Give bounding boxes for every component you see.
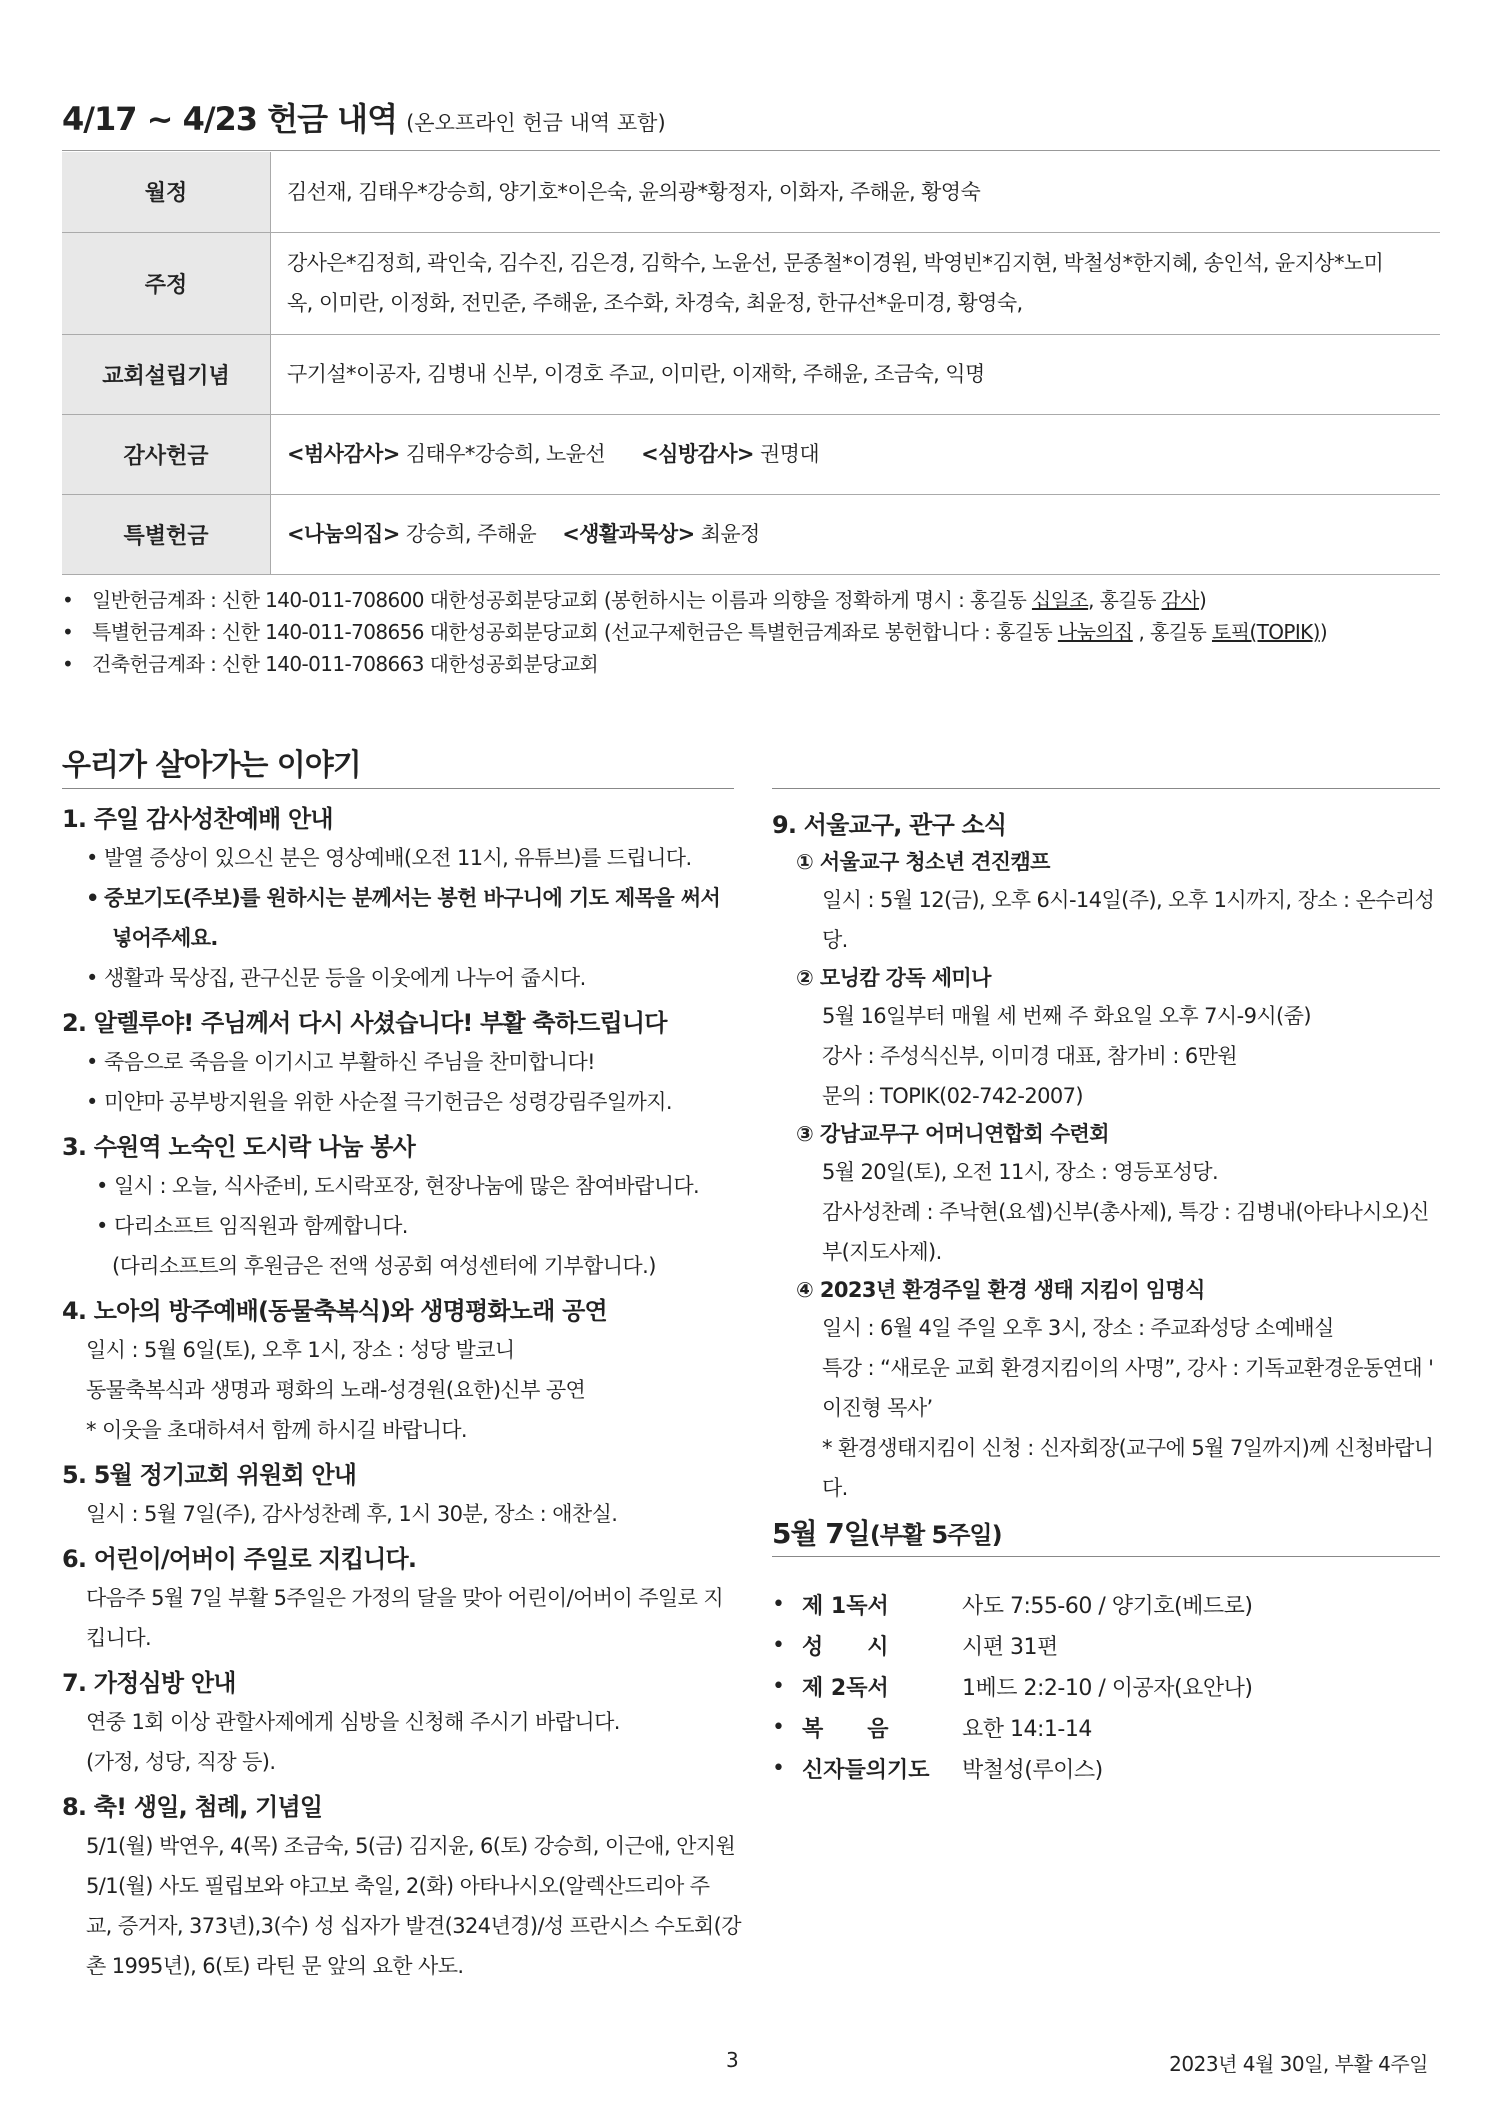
offering-label: 월정 [62, 152, 271, 232]
news-line: 교, 증거자, 373년),3(수) 성 십자가 발견(324년경)/성 프란시스 수도회(강 [86, 1914, 741, 1938]
news-bullet: • 발열 증상이 있으신 분은 영상예배(오전 11시, 유튜브)를 드립니다. [62, 838, 742, 878]
offering-row-weekly [62, 232, 1440, 334]
right-column [772, 806, 1452, 1508]
offering-label: 감사헌금 [62, 414, 271, 494]
news-line: (가정, 성당, 직장 등). [86, 1750, 276, 1774]
offering-line: 최윤정 [700, 522, 760, 546]
news-line: 일시 : 6월 4일 주일 오후 3시, 장소 : 주교좌성당 소예배실 [822, 1316, 1334, 1340]
offering-subtitle: (온오프라인 헌금 내역 포함) [406, 111, 666, 135]
account-text: 특별헌금계좌 : 신한 140-011-708656 대한성공회분당교회 (선교구제헌금은 특별헌금계좌로 봉헌합니다 : 홍길동 [92, 620, 1058, 644]
account-list [62, 584, 1462, 680]
account-text: 건축헌금계좌 : 신한 140-011-708663 대한성공회분당교회 [92, 652, 599, 676]
account-item: • 일반헌금계좌 : 신한 140-011-708600 대한성공회분당교회 (봉헌하시는 이름과 의향을 정확하게 명시 : 홍길동 십일조, 홍길동 감사) [62, 588, 1207, 612]
offering-row-founding [62, 334, 1440, 414]
reading-value: 1베드 2:2-10 / 이공자(요안나) [962, 1676, 1253, 1701]
news-line: 강사 : 주성식신부, 이미경 대표, 참가비 : 6만원 [822, 1044, 1238, 1068]
news-line: 특강 : “새로운 교회 환경지킴이의 사명”, 강사 : 기독교환경운동연대 ' [822, 1356, 1434, 1380]
offering-row-special [62, 494, 1440, 574]
offering-line: 옥, 이미란, 이정화, 전민준, 주해윤, 조수화, 차경숙, 최윤정, 한규선*윤미경, 황영숙, [287, 291, 1023, 315]
account-item: • 특별헌금계좌 : 신한 140-011-708656 대한성공회분당교회 (선교구제헌금은 특별헌금계좌로 봉헌합니다 : 홍길동 나눔의집 , 홍길동 토픽(TOPIK)) [62, 620, 1328, 644]
news-title: 2. 알렐루야! 주님께서 다시 사셨습니다! 부활 축하드립니다 [62, 1009, 667, 1037]
offering-line: 강승희, 주해윤 [405, 522, 537, 546]
offering-tag: <범사감사> [287, 442, 400, 466]
news-title: 9. 서울교구, 관구 소식 [772, 811, 1007, 839]
news-item-8 [62, 1788, 742, 1986]
reading-value: 사도 7:55-60 / 양기호(베드로) [962, 1594, 1253, 1619]
account-item: • 건축헌금계좌 : 신한 140-011-708663 대한성공회분당교회 [62, 652, 599, 676]
news-title: 1. 주일 감사성찬예배 안내 [62, 805, 333, 833]
reading-row: • 성 시 시편 31편 [772, 1625, 1252, 1666]
news-bullet: • 중보기도(주보)를 원하시는 분께서는 봉헌 바구니에 기도 제목을 써서 [62, 878, 742, 918]
offering-line: 강사은*김정희, 곽인숙, 김수진, 김은경, 김학수, 노윤선, 문종철*이경원, 박영빈*김지현, 박철성*한지혜, 송인석, 윤지상*노미 [287, 251, 1384, 275]
news-line: 넣어주세요. [112, 926, 218, 950]
offering-names [271, 334, 1441, 414]
news-line: 5/1(월) 사도 필립보와 야고보 축일, 2(화) 아타나시오(알렉산드리아 주 [86, 1874, 710, 1898]
news-item-6 [62, 1540, 742, 1658]
news-line: 동물축복식과 생명과 평화의 노래-성경원(요한)신부 공연 [86, 1378, 586, 1402]
offering-label: 특별헌금 [62, 494, 271, 574]
account-text: ) [1319, 620, 1328, 644]
story-section-title [62, 740, 734, 789]
story-section-rule-right [772, 740, 1440, 789]
account-underline: 감사 [1161, 588, 1199, 612]
news-line: 킵니다. [86, 1626, 152, 1650]
news-bullet: • 일시 : 오늘, 식사준비, 도시락포장, 현장나눔에 많은 참여바랍니다. [62, 1166, 742, 1206]
news-line: 일시 : 5월 7일(주), 감사성찬례 후, 1시 30분, 장소 : 애찬실. [86, 1502, 618, 1526]
news-bullet: • 다리소프트 임직원과 함께합니다. [62, 1206, 742, 1246]
account-underline: 나눔의집 [1057, 620, 1133, 644]
news-line: (다리소프트의 후원금은 전액 성공회 여성센터에 기부합니다.) [112, 1254, 656, 1278]
news-title: 8. 축! 생일, 첨례, 기념일 [62, 1793, 323, 1821]
diocese-news-3 [772, 1116, 1452, 1272]
news-line: 5/1(월) 박연우, 4(목) 조금숙, 5(금) 김지윤, 6(토) 강승희, 이근애, 안지원 [86, 1834, 736, 1858]
news-line: 5월 16일부터 매월 세 번째 주 화요일 오후 7시-9시(줌) [822, 1004, 1311, 1028]
reading-value: 요한 14:1-14 [962, 1717, 1092, 1742]
reading-label: 제 1독서 [802, 1594, 889, 1619]
sunday-date: 5월 7일 [772, 1517, 870, 1550]
offering-tag: <생활과묵상> [562, 522, 695, 546]
reading-label: 성 시 [802, 1635, 889, 1660]
news-item-1 [62, 800, 742, 998]
diocese-news-1 [772, 844, 1452, 960]
offering-tag: <심방감사> [641, 442, 754, 466]
news-item-4 [62, 1292, 742, 1450]
reading-label: 제 2독서 [802, 1676, 889, 1701]
offering-row-thanks [62, 414, 1440, 494]
diocese-news-2 [772, 960, 1452, 1116]
reading-label: 신자들의기도 [802, 1758, 930, 1783]
offering-names [271, 152, 1441, 232]
diocese-news-title: ② 모닝캄 강독 세미나 [796, 966, 991, 990]
story-title-text: 우리가 살아가는 이야기 [62, 748, 361, 783]
news-line: 5월 20일(토), 오전 11시, 장소 : 영등포성당. [822, 1160, 1219, 1184]
offering-line: 구기설*이공자, 김병내 신부, 이경호 주교, 이미란, 이재학, 주해윤, 조금숙, 익명 [287, 362, 985, 386]
offering-line: 권명대 [759, 442, 820, 466]
offering-label: 교회설립기념 [62, 334, 271, 414]
left-column [62, 800, 742, 1992]
page-number: 3 [726, 2048, 739, 2072]
offering-line: 김선재, 김태우*강승희, 양기호*이은숙, 윤의광*황정자, 이화자, 주해윤, 황영숙 [287, 179, 981, 204]
offering-title: 4/17 ~ 4/23 헌금 내역 [62, 100, 397, 138]
news-title: 3. 수원역 노숙인 도시락 나눔 봉사 [62, 1133, 415, 1161]
news-line: 부(지도사제). [822, 1240, 942, 1264]
news-item-3 [62, 1128, 742, 1286]
news-line: * 환경생태지킴이 신청 : 신자회장(교구에 5월 7일까지)께 신청바랍니다. [822, 1436, 1434, 1500]
offering-names [271, 414, 1441, 494]
account-text: ) [1199, 588, 1207, 612]
reading-row: • 복 음 요한 14:1-14 [772, 1707, 1252, 1748]
offering-names [271, 232, 1441, 334]
news-line: 감사성찬례 : 주낙현(요셉)신부(총사제), 특강 : 김병내(아타나시오)신 [822, 1200, 1429, 1224]
readings-table [772, 1584, 1252, 1789]
news-line: 일시 : 5월 12(금), 오후 6시-14일(주), 오후 1시까지, 장소 : 온수리성당. [822, 888, 1435, 952]
sunday-section-title [772, 1512, 1440, 1557]
account-text: , 홍길동 [1088, 588, 1162, 612]
diocese-news-title: ③ 강남교무구 어머니연합회 수련회 [796, 1122, 1109, 1146]
sunday-subtitle: (부활 5주일) [869, 1521, 1002, 1549]
diocese-news-title: ① 서울교구 청소년 견진캠프 [796, 850, 1050, 874]
news-line: * 이웃을 초대하셔서 함께 하시길 바랍니다. [86, 1418, 468, 1442]
diocese-news-4 [772, 1272, 1452, 1508]
account-underline: 십일조 [1031, 588, 1089, 612]
news-title: 6. 어린이/어버이 주일로 지킵니다. [62, 1545, 417, 1573]
reading-row: • 신자들의기도 박철성(루이스) [772, 1748, 1252, 1789]
news-line: 문의 : TOPIK(02-742-2007) [822, 1084, 1083, 1108]
account-text: , 홍길동 [1132, 620, 1212, 644]
reading-row: • 제 2독서 1베드 2:2-10 / 이공자(요안나) [772, 1666, 1252, 1707]
news-title: 7. 가정심방 안내 [62, 1669, 236, 1697]
news-line: 촌 1995년), 6(토) 라틴 문 앞의 요한 사도. [86, 1954, 464, 1978]
offering-header [62, 78, 1440, 151]
offering-table [62, 152, 1440, 575]
news-title: 5. 5월 정기교회 위원회 안내 [62, 1461, 357, 1489]
reading-row: • 제 1독서 사도 7:55-60 / 양기호(베드로) [772, 1584, 1252, 1625]
reading-value: 박철성(루이스) [962, 1758, 1103, 1783]
news-bullet: • 생활과 묵상집, 관구신문 등을 이웃에게 나누어 줍시다. [62, 958, 742, 998]
diocese-news-title: ④ 2023년 환경주일 환경 생태 지킴이 임명식 [796, 1278, 1205, 1302]
news-line: 일시 : 5월 6일(토), 오후 1시, 장소 : 성당 발코니 [86, 1338, 515, 1362]
news-bullet: • 죽음으로 죽음을 이기시고 부활하신 주님을 찬미합니다! [62, 1042, 742, 1082]
news-item-7 [62, 1664, 742, 1782]
footer-date: 2023년 4월 30일, 부활 4주일 [1169, 2052, 1428, 2076]
news-item-5 [62, 1456, 742, 1534]
offering-names [271, 494, 1441, 574]
news-bullet: • 미얀마 공부방지원을 위한 사순절 극기헌금은 성령강림주일까지. [62, 1082, 742, 1122]
offering-line: 김태우*강승희, 노윤선 [405, 442, 606, 466]
news-line: 다음주 5월 7일 부활 5주일은 가정의 달을 맞아 어린이/어버이 주일로 지 [86, 1586, 724, 1610]
account-text: 일반헌금계좌 : 신한 140-011-708600 대한성공회분당교회 (봉헌하시는 이름과 의향을 정확하게 명시 : 홍길동 [92, 588, 1032, 612]
offering-tag: <나눔의집> [287, 522, 400, 546]
news-line: 이진형 목사’ [822, 1396, 933, 1420]
reading-label: 복 음 [802, 1717, 889, 1742]
reading-value: 시편 31편 [962, 1635, 1058, 1660]
news-item-2 [62, 1004, 742, 1122]
offering-row-monthly [62, 152, 1440, 232]
account-underline: 토픽(TOPIK) [1211, 620, 1320, 644]
news-line: 연중 1회 이상 관할사제에게 심방을 신청해 주시기 바랍니다. [86, 1710, 620, 1734]
offering-label: 주정 [62, 232, 271, 334]
news-title: 4. 노아의 방주예배(동물축복식)와 생명평화노래 공연 [62, 1297, 607, 1325]
